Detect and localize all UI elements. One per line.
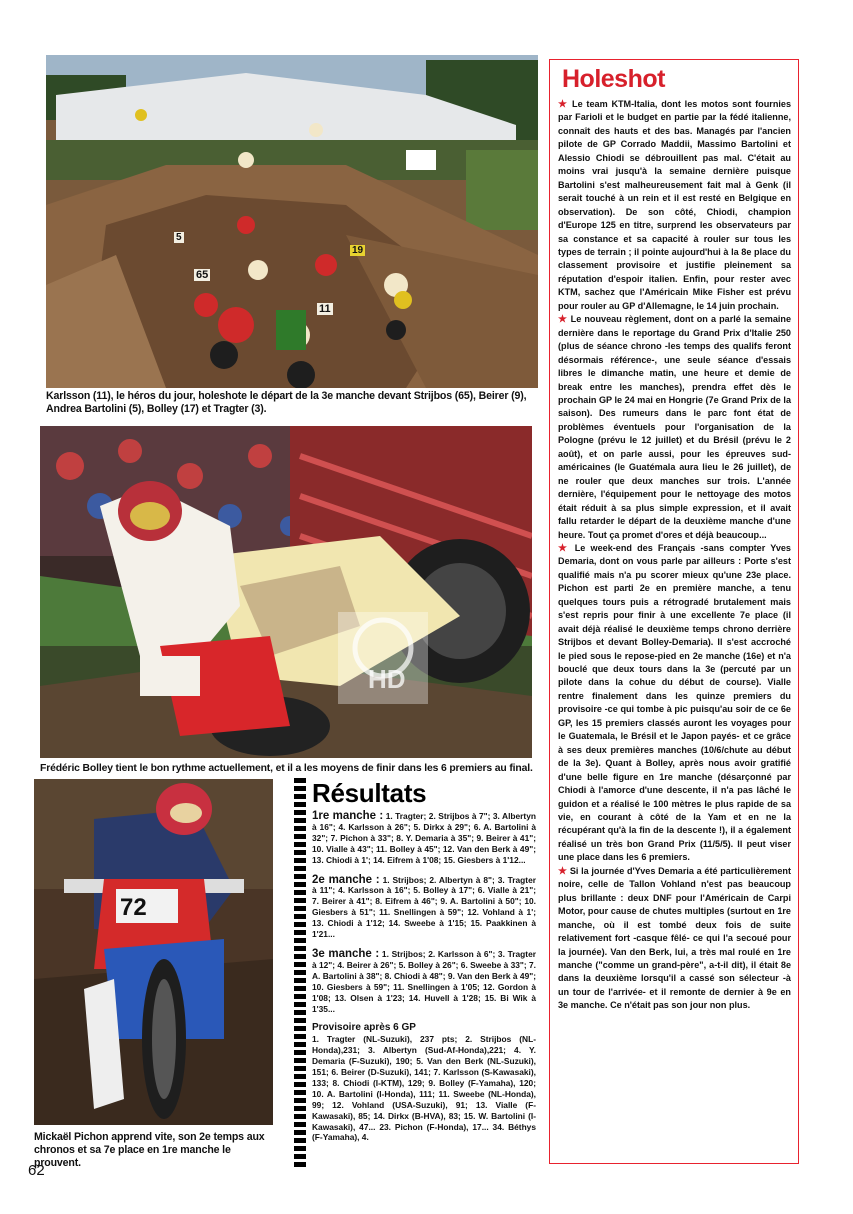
caption-bottom-photo: Mickaël Pichon apprend vite, son 2e temps aux chronos et sa 7e place en 1re manche le prouvent. (34, 1131, 265, 1169)
paragraph-text: Si la journée d'Yves Demaria a été particulièrement noire, celle de Tallon Vohland n'est pas beaucoup plus brillante : deux DNF pour l'Américain de Carpi Motor, pour cause de chutes multiples (surtout en 1re manche, où il est tombé deux fois de suite relativement fort -casque fêlé- ce qui l'a secoué pour la journée). Van den Berk, lui, a très mal roulé en 1re manche ("comme un grand-père", a-t-il dit), il était 8e dans la deuxième lorsqu'il a cassé son sélecteur -à un tour de l'arrivée- et il remonte de dernier à 9e en 3e manche. Ce n'était pas son jour non plus. (558, 865, 792, 1011)
plate-pichon: 72 (120, 894, 147, 921)
watermark-text: HD (368, 664, 406, 694)
race-label: 3e manche : (312, 947, 380, 960)
race-text: 1. Strijbos; 2. Karlsson à 6"; 3. Tragter à 12"; 4. Beirer à 26"; 5. Bolley à 26"; 6. Sweebe à 33"; 7. A. Bartolini à 38"; 8. Chiodi à 48"; 9. Van den Berk à 49"; 10. Giesbers à 59"; 11. Snellingen à 1'05; 12. Gordon à 1'08; 13. Olsen à 1'23; 14. Huvell à 1'28; 15. Bi Wik à 1'35... (312, 948, 536, 1014)
race-result-3 (312, 949, 536, 1014)
sidebar-paragraph (558, 865, 791, 1013)
photo-race-start (46, 55, 538, 388)
race-result-1 (312, 811, 536, 866)
plate-strijbos: 65 (196, 269, 209, 281)
provisional-text: 1. Tragter (NL-Suzuki), 237 pts; 2. Strijbos (NL-Honda),231; 3. Albertyn (Sud-Af-Honda),221; 4. Y. Demaria (F-Suzuki), 190; 5. Van den Berk (NL-Suzuki), 151; 6. Beirer (D-Suzuki), 141; 7. Karlsson (S-Kawasaki), 133; 8. Chiodi (I-KTM), 129; 9. Bolley (F-Yamaha), 120; 10. A. Bartolini (I-Honda), 111; 11. Sweebe (NL-Honda), 99; 12. Vohland (USA-Suzuki), 91; 13. Vialle (F-Kawasaki), 85; 14. Dirkx (B-HVA), 83; 15. W. Bartolini (I-Kawasaki), 47... 23. Pichon (F-Honda), 17... 34. Béthys (F-Yamaha), 4. (312, 1034, 536, 1143)
race-text: 1. Tragter; 2. Strijbos à 7"; 3. Albertyn à 16"; 4. Karlsson à 26"; 5. Dirkx à 29"; 6. A. Bartolini à 32"; 7. Pichon à 33"; 8. Y. Demaria à 35"; 9. Beirer à 41"; 10. Vialle à 43"; 11. Bolley à 45"; 12. Van den Berk à 49"; 13. Chiodi à 1'; 14. Eifrem à 1'08; 15. Giesbers à 1'12... (312, 811, 536, 865)
star-icon: ★ (558, 99, 569, 110)
paragraph-text: Le team KTM-Italia, dont les motos sont fournies par Farioli et le budget en partie par la fédé italienne, connaît des hauts et des bas. Managés par l'ancien pilote de GP Corrado Maddii, Massimo Bartolini et Alessio Chiodi se débrouillent pas mal. C'était au moins vrai jusqu'à la semaine dernière puisque Bartolini s'est malheureusement fait mal à Genk (il serait touché à un rein et il est resté en Belgique en observation). De son côté, Chiodi, champion d'Europe 125 en titre, surprend les observateurs par sa constance et sa capacité à rouler sur tous les types de terrain ; il pointe aujourd'hui à la 8e place du classement provisoire et justifie pleinement sa réputation d'espoir italien. Enfin, pour rester avec KTM, sachez que l'Américain Mike Fisher est prévu pour rouler au GP d'Allemagne, le 14 juin prochain. (558, 99, 792, 311)
paragraph-text: Le week-end des Français -sans compter Yves Demaria, dont on vous parle par ailleurs : Porte s'est qualifié mais n'a pu scorer mieux qu'une 23e place. Pichon est parti 2e en première manche, a tenu quelques tours puis a rétrogradé brutalement mais s'est repris pour finir à une excellente 7e place (il avait déjà réalisé le deuxième temps chrono derrière Strijbos et devant Bolley-Demaria). Il s'est accroché le pied sous le repose-pied en 2e manche (16e) et n'a bouclé que deux tours dans la 3e (percuté par un pilote dans la cohue du début de course). Vialle rentre finalement dans les quinze premiers du provisoire -ce qui tombe à pic puisqu'au soir de ce 6e GP, les 15 premiers classés auront les voyages pour le Guatemala, le Brésil et le Japon payés- et ce grâce à ses deux premières manches (10/6/chute au début de la 3e). Quant à Bolley, après nous avoir gratifié d'une belle figure en 1re manche (désarçonné par Chiodi à l'amorce d'une descente, il n'a pas lâché le guidon et a réalisé le 100 mètres le plus rapide de sa vie, en courant à côté de la Yam et en ne la récupérant qu'à la fin de la descente !), il a également réalisé un très bon Grand Prix (11/5/5). Il peut viser une place dans les 6 premiers. (558, 542, 791, 863)
paragraph-text: Le nouveau règlement, dont on a parlé la semaine dernière dans le reportage du Grand Prix d'Italie 250 (plus de séance chrono -les temps des qualifs feront désormais référence-, une seule séance d'essais libres le dimanche matin, une heure et demie de break entre les manches), prendra effet dès le prochain GP le 24 mai en Hongrie (7e Grand Prix de la saison). Des rumeurs dans le parc font état de problèmes éventuels pour l'organisation de la Pologne (prévu le 12 juillet) et du Brésil (prévu le 2 août), et on parle aussi, pour les épreuves sud-américaines (le Guatémala aura lieu le 26 juillet), de ne rouler que deux manches sur trois. L'année dernière, l'équipement pour le nettoyage des motos était réduit à sa plus simple expression, et il avait fallu retarder le départ de la deuxième manche d'une heure. Tout ça promet d'ores et déjà beaucoup... (558, 314, 792, 540)
race-result-2 (312, 875, 536, 940)
caption-top-photo: Karlsson (11), le héros du jour, holeshote le départ de la 3e manche devant Strijbos (65), Beirer (9), Andrea Bartolini (5), Bolley (17) et Tragter (3). (46, 390, 527, 415)
plate-yellow-bike: 19 (352, 245, 364, 256)
holeshot-sidebar (549, 59, 799, 1164)
star-icon: ★ (558, 542, 570, 554)
sidebar-paragraph (558, 542, 791, 865)
race-label: 2e manche : (312, 873, 380, 886)
results-block (294, 778, 536, 1168)
sidebar-paragraph (558, 98, 791, 313)
plate-karlsson: 11 (319, 303, 331, 315)
page-number: 62 (28, 1162, 45, 1179)
dashed-rule (294, 778, 306, 1168)
provisional-standings (312, 1023, 536, 1143)
race-text: 1. Strijbos; 2. Albertyn à 8"; 3. Tragter à 11"; 4. Karlsson à 16"; 5. Bolley à 17"; 6. Vialle à 21"; 7. Beirer à 41"; 8. Eifrem à 46"; 9. A. Bartolini à 50"; 10. Giesbers à 51"; 11. Snellingen à 59"; 12. Vohland à 1'; 13. Chiodi à 1'12; 14. Sweebe à 1'15; 15. Paakkinen à 1'21... (312, 874, 536, 940)
star-icon: ★ (558, 865, 568, 877)
plate-bartolini: 5 (176, 232, 182, 243)
caption-middle-photo: Frédéric Bolley tient le bon rythme actuellement, et il a les moyens de finir dans les 6 premiers au final. (40, 763, 533, 774)
results-title: Résultats (312, 778, 427, 808)
provisional-label: Provisoire après 6 GP (312, 1022, 416, 1034)
star-icon: ★ (558, 314, 568, 326)
sidebar-paragraph (558, 313, 791, 542)
sidebar-title: Holeshot (562, 65, 665, 93)
race-label: 1re manche : (312, 810, 384, 822)
photo-bolley (40, 426, 532, 758)
photo-pichon (34, 779, 273, 1125)
